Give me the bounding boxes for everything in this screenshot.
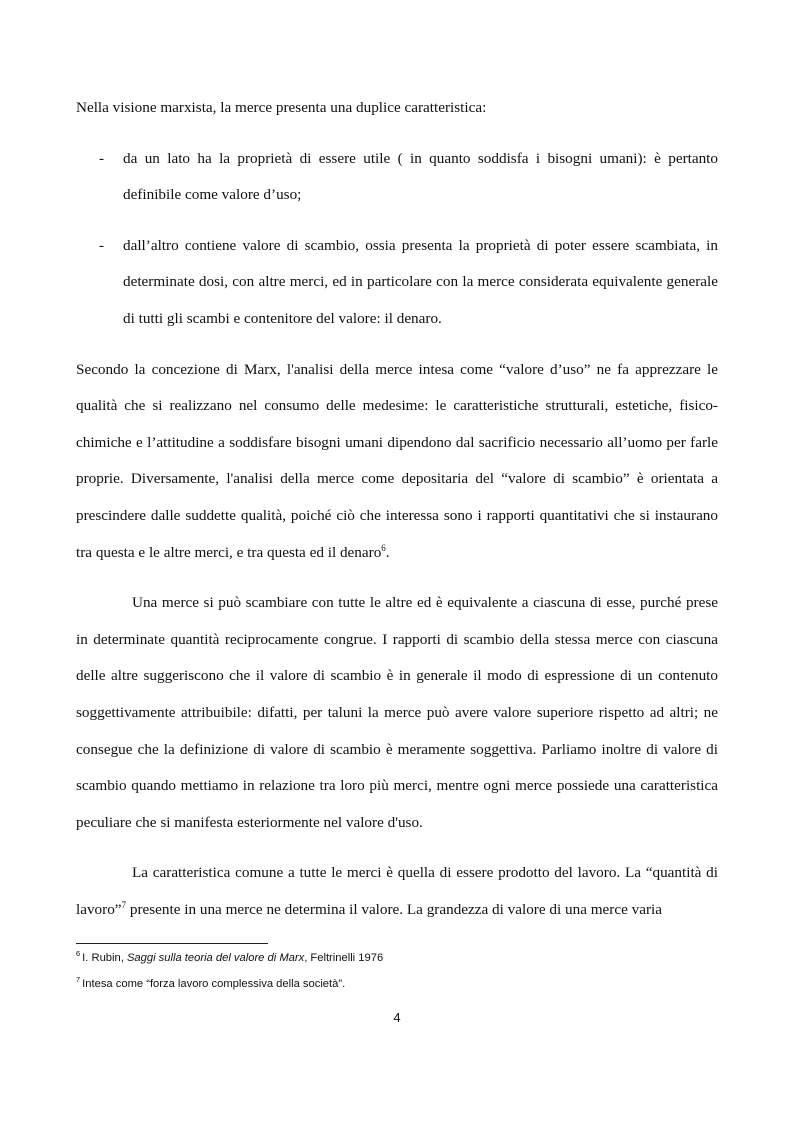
footnote-ref-7[interactable]: 7	[121, 899, 127, 910]
list-item-text: dall’altro contiene valore di scambio, ossia presenta la proprietà di poter essere scambiata, in determinate dosi, con altre merci, ed in particolare con la merce considerata equivalente generale di tutti gli scambi e contenitore del valore: il denaro.	[123, 236, 718, 327]
footnote-text: Intesa come “forza lavoro complessiva della società”.	[82, 978, 346, 990]
page-number: 4	[393, 1010, 401, 1025]
paragraph-end: .	[385, 543, 390, 561]
list-item-text: da un lato ha la proprietà di essere utile ( in quanto soddisfa i bisogni umani): è pertanto definibile come valore d’uso;	[123, 149, 718, 204]
paragraph-labour	[76, 855, 718, 928]
footnote-6	[76, 950, 718, 966]
footnote-separator	[76, 943, 268, 944]
bullet-marker: -	[99, 236, 105, 254]
footnote-author: I. Rubin,	[82, 952, 127, 964]
body-text	[76, 90, 718, 928]
list-item	[76, 141, 718, 214]
footnote-ref-6[interactable]: 6	[381, 542, 386, 553]
paragraph-marx-concept	[76, 352, 718, 572]
footnote-marker: 6	[76, 949, 81, 959]
paragraph-text-continued: presente in una merce ne determina il valore. La grandezza di valore di una merce varia	[126, 900, 662, 918]
footnote-marker: 7	[76, 975, 81, 985]
characteristics-list	[76, 141, 718, 338]
paragraph-text: La caratteristica comune a tutte le merci è quella di essere prodotto del lavoro. La “quantità di lavoro”	[76, 864, 718, 918]
bullet-marker: -	[99, 149, 105, 167]
list-item	[76, 228, 718, 338]
intro-sentence: Nella visione marxista, la merce presenta una duplice caratteristica:	[76, 99, 487, 116]
footnotes	[76, 950, 718, 992]
footnote-7	[76, 976, 718, 992]
footnote-publisher: , Feltrinelli 1976	[304, 952, 384, 964]
paragraph-exchange-value: Una merce si può scambiare con tutte le altre ed è equivalente a ciascuna di esse, purché prese in determinate quantità reciprocamente congrue. I rapporti di scambio della stessa merce con ciascuna delle altre suggeriscono che il valore di scambio è in generale il modo di espressione di un contenuto soggettivamente attribuibile: difatti, per taluni la merce può avere valore superiore rispetto ad altri; ne consegue che la definizione di valore di scambio è meramente soggettiva. Parliamo inoltre di valore di scambio quando mettiamo in relazione tra loro più merci, mentre ogni merce possiede una caratteristica peculiare che si manifesta esteriormente nel valore d'uso.	[76, 594, 718, 831]
paragraph-text: Secondo la concezione di Marx, l'analisi della merce intesa come “valore d’uso” ne fa apprezzare le qualità che si realizzano nel consumo delle medesime: le caratteristiche strutturali, estetiche, fisico-chimiche e l’attitudine a soddisfare bisogni umani dipendono dal sacrificio necessario all’uomo per farle proprie. Diversamente, l'analisi della merce come depositaria del “valore di scambio” è orientata a prescindere dalle suddette qualità, poiché ciò che interessa sono i rapporti quantitativi che si instaurano tra questa e le altre merci, e tra questa ed il denaro	[76, 360, 718, 561]
footnote-book-title: Saggi sulla teoria del valore di Marx	[126, 952, 305, 964]
